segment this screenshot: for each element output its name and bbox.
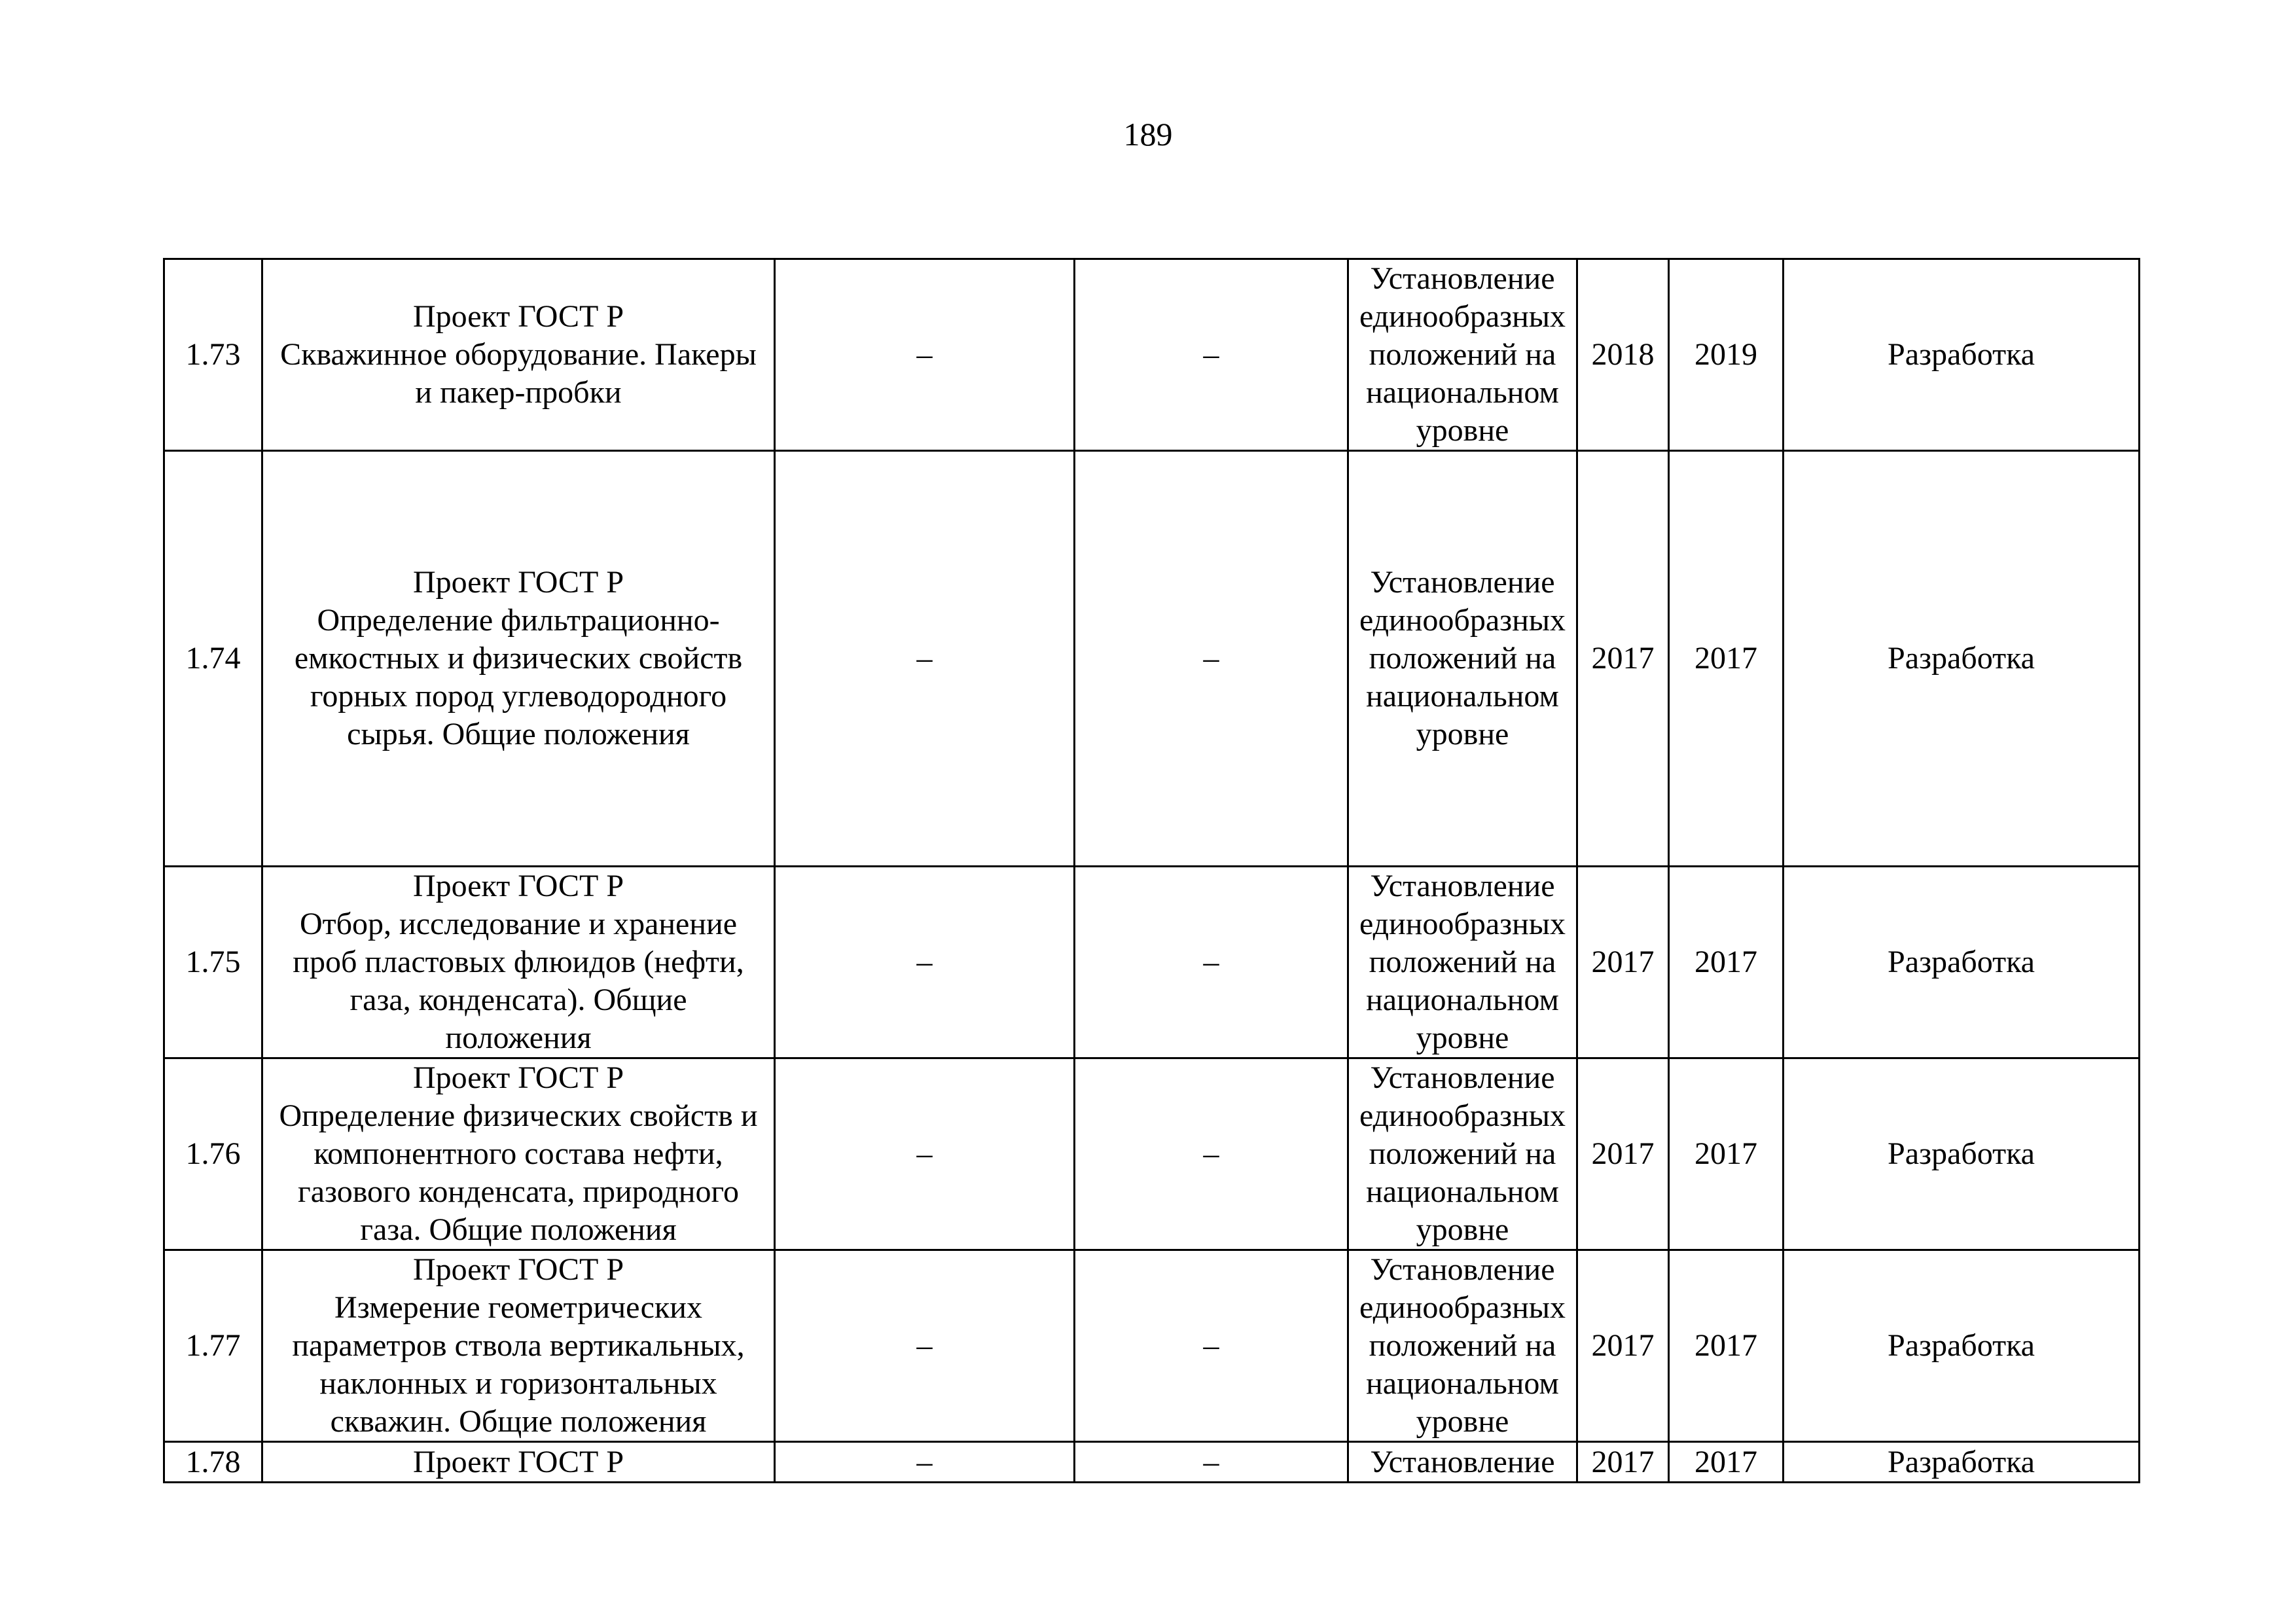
end-year: 2017 (1669, 1442, 1784, 1483)
item-number: 1.74 (164, 451, 262, 867)
end-year: 2017 (1669, 1058, 1784, 1250)
purpose-cell: Установление единообразных положений на национальном уровне (1348, 1058, 1577, 1250)
dash-cell: – (1075, 867, 1348, 1058)
table-row (164, 867, 2140, 1058)
table-row (164, 1250, 2140, 1442)
standard-title: Проект ГОСТ Р Отбор, исследование и хранение проб пластовых флюидов (нефти, газа, конденсата). Общие положения (262, 867, 775, 1058)
start-year: 2017 (1577, 1442, 1669, 1483)
purpose-cell: Установление единообразных положений на национальном уровне (1348, 259, 1577, 451)
standard-title: Проект ГОСТ Р Определение физических свойств и компонентного состава нефти, газового конденсата, природного газа. Общие положения (262, 1058, 775, 1250)
status-cell: Разработка (1784, 1058, 2140, 1250)
standard-title: Проект ГОСТ Р Измерение геометрических параметров ствола вертикальных, наклонных и горизонтальных скважин. Общие положения (262, 1250, 775, 1442)
item-number: 1.75 (164, 867, 262, 1058)
start-year: 2017 (1577, 1058, 1669, 1250)
dash-cell: – (775, 1442, 1075, 1483)
end-year: 2017 (1669, 867, 1784, 1058)
table-row (164, 1442, 2140, 1483)
page-number: 189 (1123, 116, 1173, 153)
status-cell: Разработка (1784, 1250, 2140, 1442)
dash-cell: – (1075, 451, 1348, 867)
purpose-cell: Установление единообразных положений на национальном уровне (1348, 451, 1577, 867)
purpose-cell: Установление единообразных положений на национальном уровне (1348, 867, 1577, 1058)
start-year: 2017 (1577, 451, 1669, 867)
item-number: 1.76 (164, 1058, 262, 1250)
dash-cell: – (1075, 1250, 1348, 1442)
dash-cell: – (1075, 1442, 1348, 1483)
start-year: 2018 (1577, 259, 1669, 451)
item-number: 1.78 (164, 1442, 262, 1483)
dash-cell: – (775, 867, 1075, 1058)
status-cell: Разработка (1784, 867, 2140, 1058)
dash-cell: – (775, 1058, 1075, 1250)
standard-title: Проект ГОСТ Р Скважинное оборудование. Пакеры и пакер-пробки (262, 259, 775, 451)
status-cell: Разработка (1784, 259, 2140, 451)
standard-title: Проект ГОСТ Р Определение фильтрационно- емкостных и физических свойств горных пород углеводородного сырья. Общие положения (262, 451, 775, 867)
item-number: 1.77 (164, 1250, 262, 1442)
start-year: 2017 (1577, 867, 1669, 1058)
dash-cell: – (1075, 259, 1348, 451)
dash-cell: – (1075, 1058, 1348, 1250)
table-row (164, 259, 2140, 451)
end-year: 2017 (1669, 451, 1784, 867)
dash-cell: – (775, 451, 1075, 867)
dash-cell: – (775, 1250, 1075, 1442)
standard-title: Проект ГОСТ Р (262, 1442, 775, 1483)
start-year: 2017 (1577, 1250, 1669, 1442)
standards-plan-table (163, 258, 2140, 1483)
purpose-cell: Установление единообразных положений на национальном уровне (1348, 1250, 1577, 1442)
table-row (164, 1058, 2140, 1250)
purpose-cell: Установление (1348, 1442, 1577, 1483)
status-cell: Разработка (1784, 451, 2140, 867)
item-number: 1.73 (164, 259, 262, 451)
table-row (164, 451, 2140, 867)
end-year: 2019 (1669, 259, 1784, 451)
end-year: 2017 (1669, 1250, 1784, 1442)
dash-cell: – (775, 259, 1075, 451)
status-cell: Разработка (1784, 1442, 2140, 1483)
